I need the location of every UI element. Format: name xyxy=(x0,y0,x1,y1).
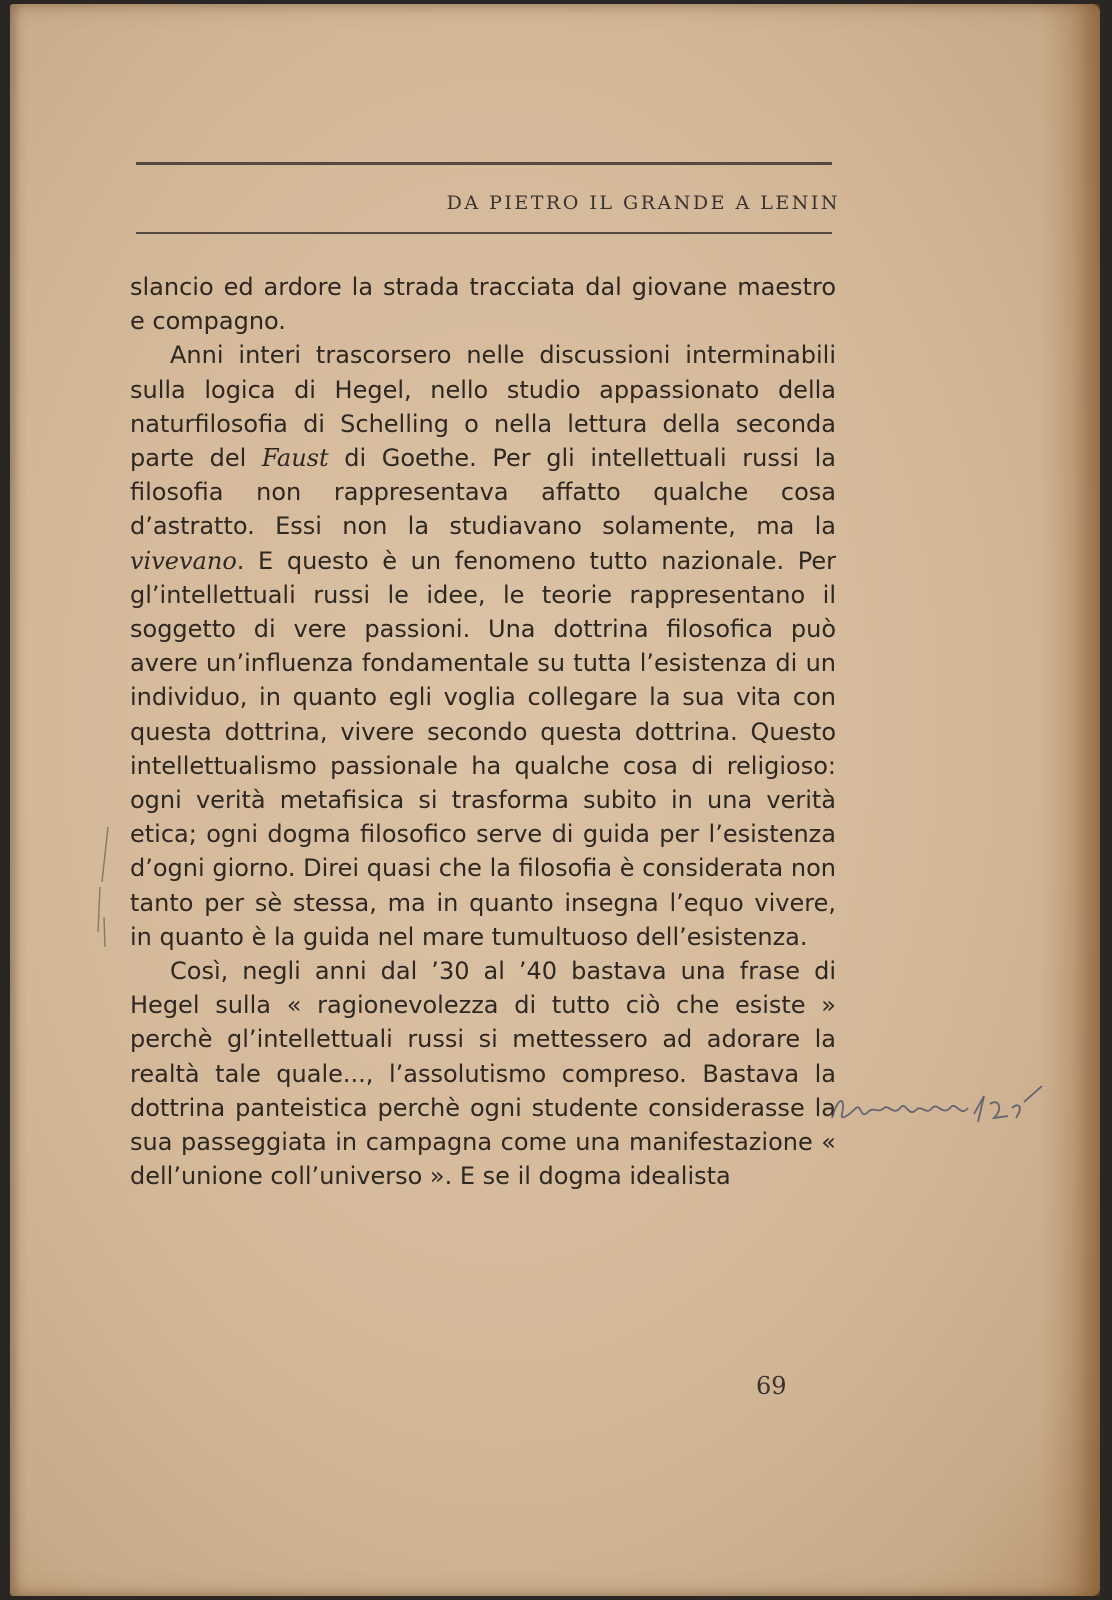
body-text xyxy=(130,270,836,1193)
margin-pencil-mark xyxy=(90,822,120,952)
paragraph-2-part-a: Anni interi trascorsero nelle discussioni interminabili sulla logica di Hegel, nello studio appassionato della naturfilosofia di Schelling o nella lettura della seconda parte del xyxy=(130,341,836,473)
page-edge-shadow xyxy=(1040,4,1100,1596)
page-number: 69 xyxy=(756,1372,787,1400)
emphasis-vivevano: vivevano xyxy=(130,546,237,575)
paragraph-1: slancio ed ardore la strada tracciata dal giovane maestro e compagno. xyxy=(130,273,836,336)
paragraph-2-part-c: . E questo è un fenomeno tutto nazionale. Per gl’intellettuali russi le idee, le teorie rappresentano il soggetto di vere passioni. Una dottrina filosofica può avere un’influenza fondamentale su tutta l’esistenza di un individuo, in quanto egli voglia collegare la sua vita con questa dottrina, vivere secondo questa dottrina. Questo intellettualismo passionale ha qualche cosa di religioso: ogni verità metafisica si trasforma subito in una verità etica; ogni dogma filosofico serve di guida per l’esistenza d’ogni giorno. Direi quasi che la filosofia è considerata non tanto per sè stessa, ma in quanto insegna l’equo vivere, in quanto è la guida nel mare tumultuoso dell’esistenza. xyxy=(130,546,836,951)
paragraph-2-part-b: di Goethe. Per gli intellettuali russi la filosofia non rappresentava affatto qualche cosa d’astratto. Essi non la studiavano solamente, ma la xyxy=(130,444,837,541)
header-rule-top xyxy=(136,162,832,165)
running-head: DA PIETRO IL GRANDE A LENIN xyxy=(446,192,840,214)
paragraph-3: Così, negli anni dal ’30 al ’40 bastava una frase di Hegel sulla « ragionevolezza di tutto ciò che esiste » perchè gl’intellettuali russi si mettessero ad adorare la realtà tale quale..., l’assolutismo compreso. Bastava la dottrina panteistica perchè ogni studente considerasse la sua passeggiata in campagna come una manifestazione « dell’unione coll’universo ». E se il dogma idealista xyxy=(130,957,836,1191)
handwritten-note-signature xyxy=(828,1078,1048,1138)
title-faust: Faust xyxy=(261,444,329,473)
header-rule-bottom xyxy=(136,232,832,234)
paragraph-2 xyxy=(130,338,836,954)
book-page xyxy=(10,4,1100,1596)
